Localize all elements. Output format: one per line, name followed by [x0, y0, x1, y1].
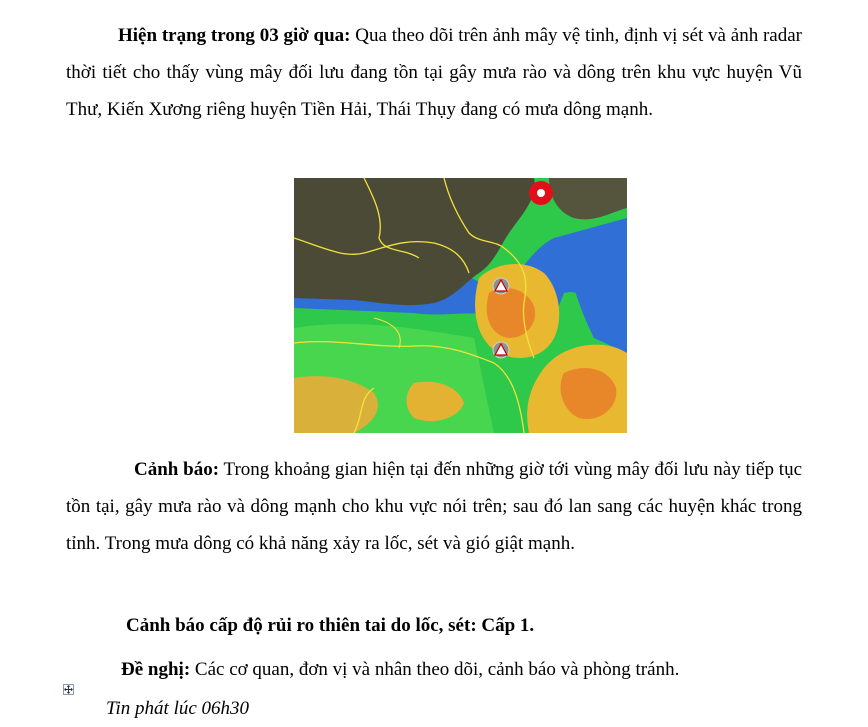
radar-image: [294, 178, 627, 433]
risk-level-text: Cảnh báo cấp độ rủi ro thiên tai do lốc, sét: Cấp 1.: [126, 615, 535, 636]
current-status-text: Qua theo dõi trên ảnh mây vệ tinh, định vị sét và ảnh radar thời tiết cho thấy vùng mây đối lưu đang tồn tại gây mưa rào và dông trên khu vực huyện Vũ Thư, Kiến Xương riêng huyện Tiền Hải, Thái Thụy đang có mưa dông mạnh.: [66, 25, 802, 120]
recommendation-paragraph: [121, 651, 679, 688]
current-status-heading: Hiện trạng trong 03 giờ qua:: [118, 25, 351, 46]
current-status-paragraph: [66, 17, 802, 128]
warning-text: Trong khoảng gian hiện tại đến những giờ tới vùng mây đối lưu này tiếp tục tồn tại, gây mưa rào và dông mạnh cho khu vực nói trên; sau đó lan sang các huyện khác trong tỉnh. Trong mưa dông có khả năng xảy ra lốc, sét và gió giật mạnh.: [66, 459, 803, 554]
warning-paragraph: [66, 451, 802, 562]
table-move-handle-icon[interactable]: [63, 684, 74, 695]
recommendation-text: Các cơ quan, đơn vị và nhân theo dõi, cảnh báo và phòng tránh.: [190, 659, 680, 680]
radar-map: [294, 178, 627, 433]
warning-marker-icon: [493, 342, 509, 358]
issue-time: Tin phát lúc 06h30: [106, 698, 250, 719]
red-marker-center: [537, 189, 545, 197]
warning-marker-icon: [493, 278, 509, 294]
recommendation-heading: Đề nghị:: [121, 659, 191, 680]
warning-heading: Cảnh báo:: [134, 459, 220, 480]
risk-level-warning: [126, 607, 534, 644]
